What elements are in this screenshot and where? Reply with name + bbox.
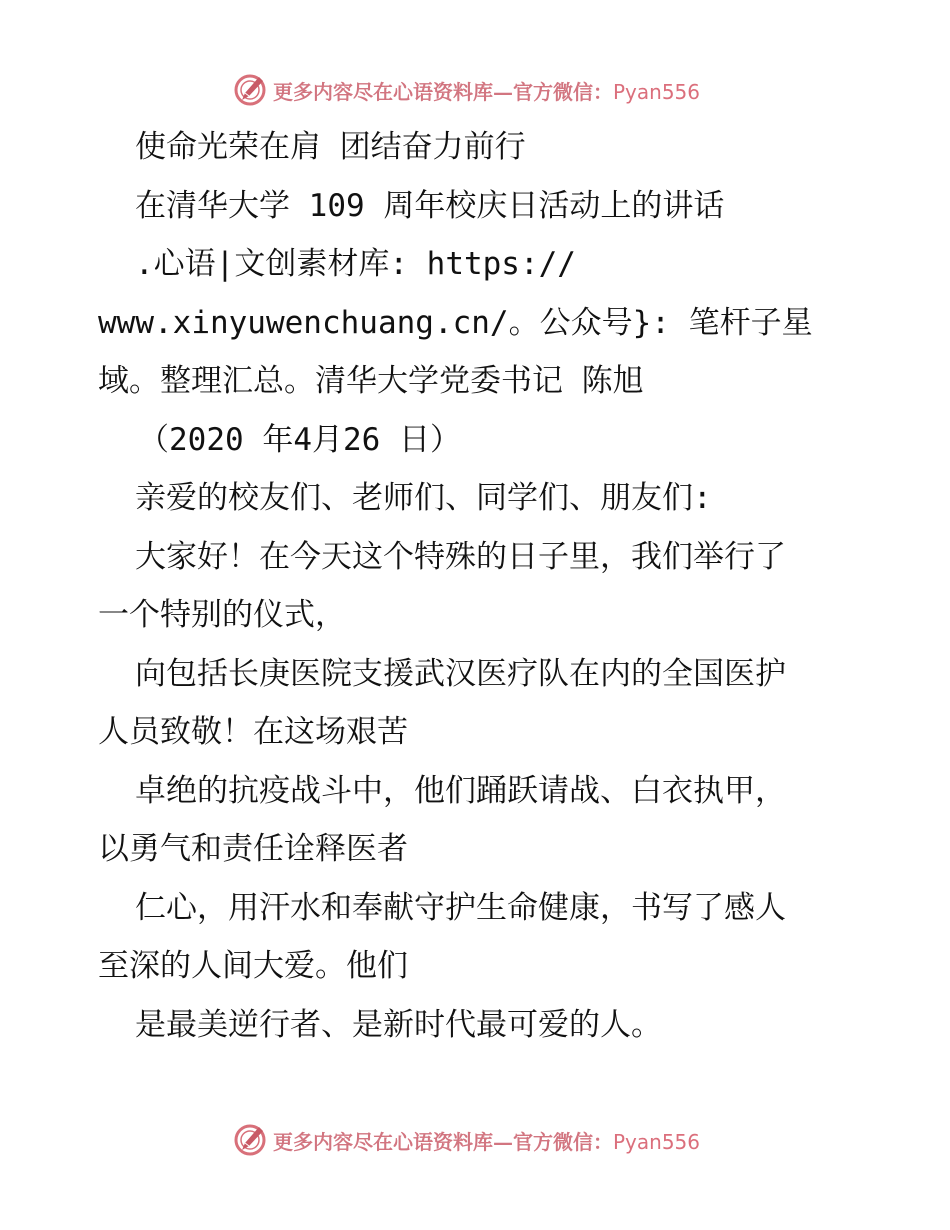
- header-banner-text: [273, 76, 700, 105]
- text-line: .心语|文创素材库: https://: [135, 246, 576, 282]
- text-line: 仁心，用汗水和奉献守护生命健康，书写了感人: [135, 889, 786, 926]
- header-banner-account: Pyan556: [613, 79, 701, 104]
- salutation: 亲爱的校友们、老师们、同学们、朋友们:: [135, 480, 712, 516]
- text-line: 以勇气和责任诠释医者: [98, 831, 408, 867]
- header-banner-label: 更多内容尽在心语资料库—官方微信：: [273, 79, 613, 104]
- text-line: 大家好！在今天这个特殊的日子里，我们举行了: [135, 538, 786, 575]
- quill-logo-icon: [233, 73, 267, 107]
- footer-banner-label: 更多内容尽在心语资料库—官方微信：: [273, 1129, 613, 1154]
- text-line: 至深的人间大爱。他们: [98, 948, 408, 984]
- text-line: 一个特别的仪式，: [98, 597, 346, 633]
- text-line: 人员致敬！在这场艰苦: [98, 714, 408, 750]
- header-banner: [0, 70, 950, 110]
- footer-banner-content: [233, 1120, 700, 1160]
- footer-banner-text: [273, 1126, 700, 1155]
- header-banner-content: [233, 70, 700, 110]
- footer-banner-account: Pyan556: [613, 1129, 701, 1154]
- text-line: 向包括长庚医院支援武汉医疗队在内的全国医护: [135, 655, 786, 692]
- document-body: [98, 118, 858, 1054]
- text-line: www.xinyuwenchuang.cn/。公众号}: 笔杆子星: [98, 304, 813, 341]
- quill-logo-icon: [233, 1123, 267, 1157]
- date-line: （2020 年4月26 日）: [138, 421, 461, 458]
- footer-banner: [0, 1120, 950, 1160]
- document-title: 使命光荣在肩 团结奋力前行: [135, 129, 526, 165]
- text-line: 域。整理汇总。清华大学党委书记 陈旭: [98, 363, 644, 399]
- document-subtitle: 在清华大学 109 周年校庆日活动上的讲话: [135, 187, 725, 224]
- text-line: 卓绝的抗疫战斗中，他们踊跃请战、白衣执甲，: [135, 772, 786, 809]
- text-line: 是最美逆行者、是新时代最可爱的人。: [135, 1006, 662, 1043]
